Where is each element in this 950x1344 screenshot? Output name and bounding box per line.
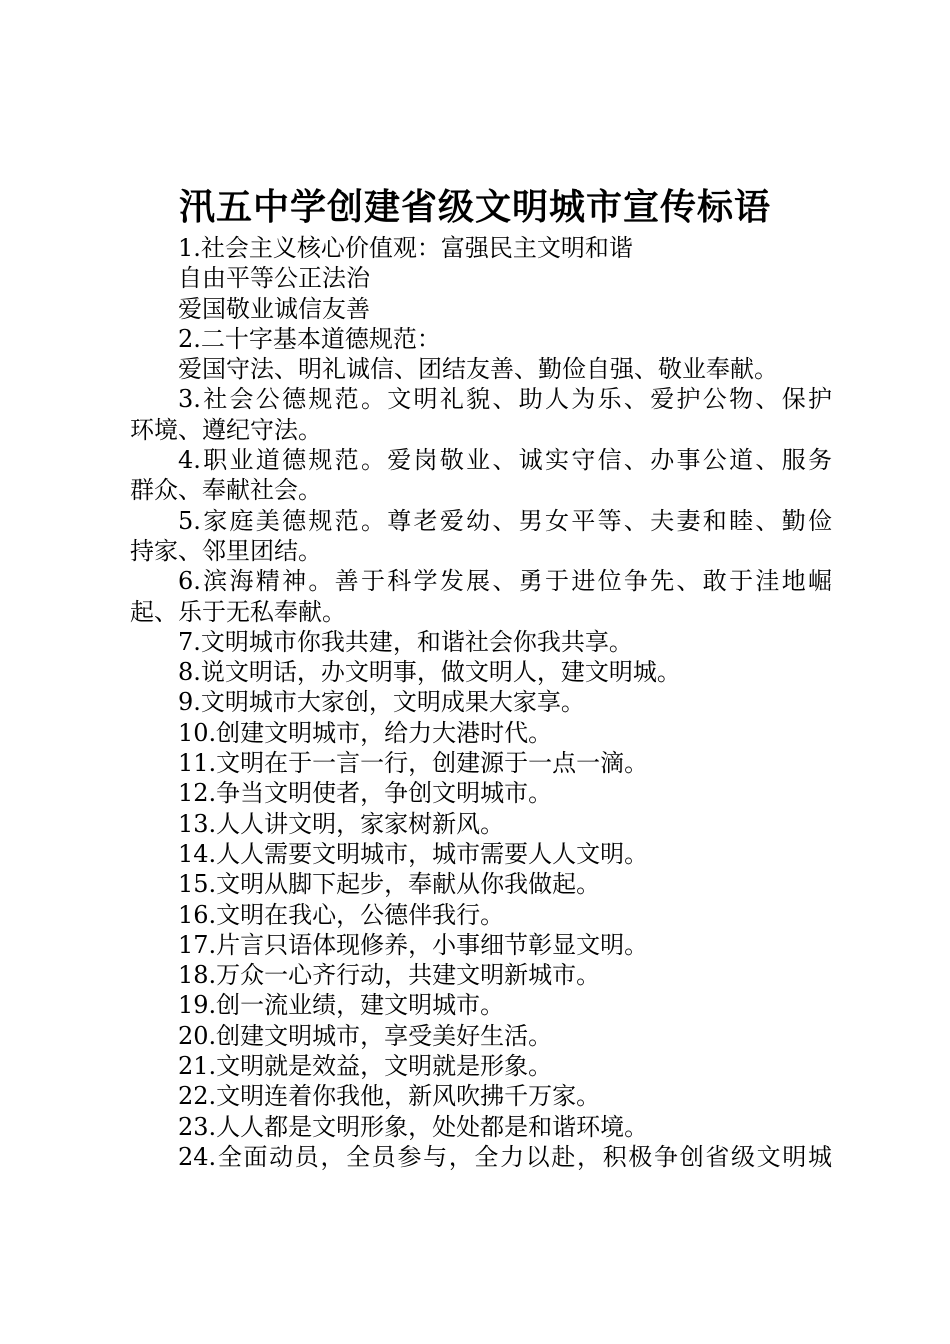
text-line: 17.片言只语体现修养，小事细节彰显文明。 [178,930,649,959]
text-line: 22.文明连着你我他，新风吹拂千万家。 [178,1082,601,1111]
text-line: 8.说文明话，办文明事，做文明人，建文明城。 [178,658,681,687]
text-line: 21.文明就是效益，文明就是形象。 [178,1052,553,1081]
text-line: 12.争当文明使者，争创文明城市。 [178,779,553,808]
text-line: 4.职业道德规范。爱岗敬业、诚实守信、办事公道、服务 [178,446,832,475]
text-line: 24.全面动员，全员参与，全力以赴，积极争创省级文明城 [178,1142,832,1171]
text-line: 15.文明从脚下起步，奉献从你我做起。 [178,870,601,899]
text-line: 6.滨海精神。善于科学发展、勇于进位争先、敢于洼地崛 [178,567,832,596]
text-line: 9.文明城市大家创，文明成果大家享。 [178,688,585,717]
text-line: 7.文明城市你我共建，和谐社会你我共享。 [178,627,633,656]
text-line: 23.人人都是文明形象，处处都是和谐环境。 [178,1112,649,1141]
text-line: 13.人人讲文明，家家树新风。 [178,809,505,838]
text-line: 18.万众一心齐行动，共建文明新城市。 [178,961,601,990]
text-line: 爱国守法、明礼诚信、团结友善、勤俭自强、敬业奉献。 [178,355,778,384]
text-line: 环境、遵纪守法。 [130,415,322,444]
text-line: 11.文明在于一言一行，创建源于一点一滴。 [178,749,649,778]
text-line: 5.家庭美德规范。尊老爱幼、男女平等、夫妻和睦、勤俭 [178,506,832,535]
text-line: 20.创建文明城市，享受美好生活。 [178,1021,553,1050]
document-body [130,233,832,1172]
text-line: 1.社会主义核心价值观：富强民主文明和谐 [178,234,633,262]
text-line: 16.文明在我心，公德伴我行。 [178,900,505,929]
text-line: 群众、奉献社会。 [130,476,322,505]
text-line: 2.二十字基本道德规范： [178,324,441,353]
text-line: 3.社会公德规范。文明礼貌、助人为乐、爱护公物、保护 [178,385,832,414]
text-line: 10.创建文明城市，给力大港时代。 [178,718,553,747]
text-line: 14.人人需要文明城市，城市需要人人文明。 [178,839,649,868]
text-line: 持家、邻里团结。 [130,536,322,565]
document-title: 汛五中学创建省级文明城市宣传标语 [178,187,771,228]
text-line: 19.创一流业绩，建文明城市。 [178,991,505,1020]
text-line: 起、乐于无私奉献。 [130,597,346,626]
text-line: 爱国敬业诚信友善 [178,294,370,323]
text-line: 自由平等公正法治 [178,264,370,293]
